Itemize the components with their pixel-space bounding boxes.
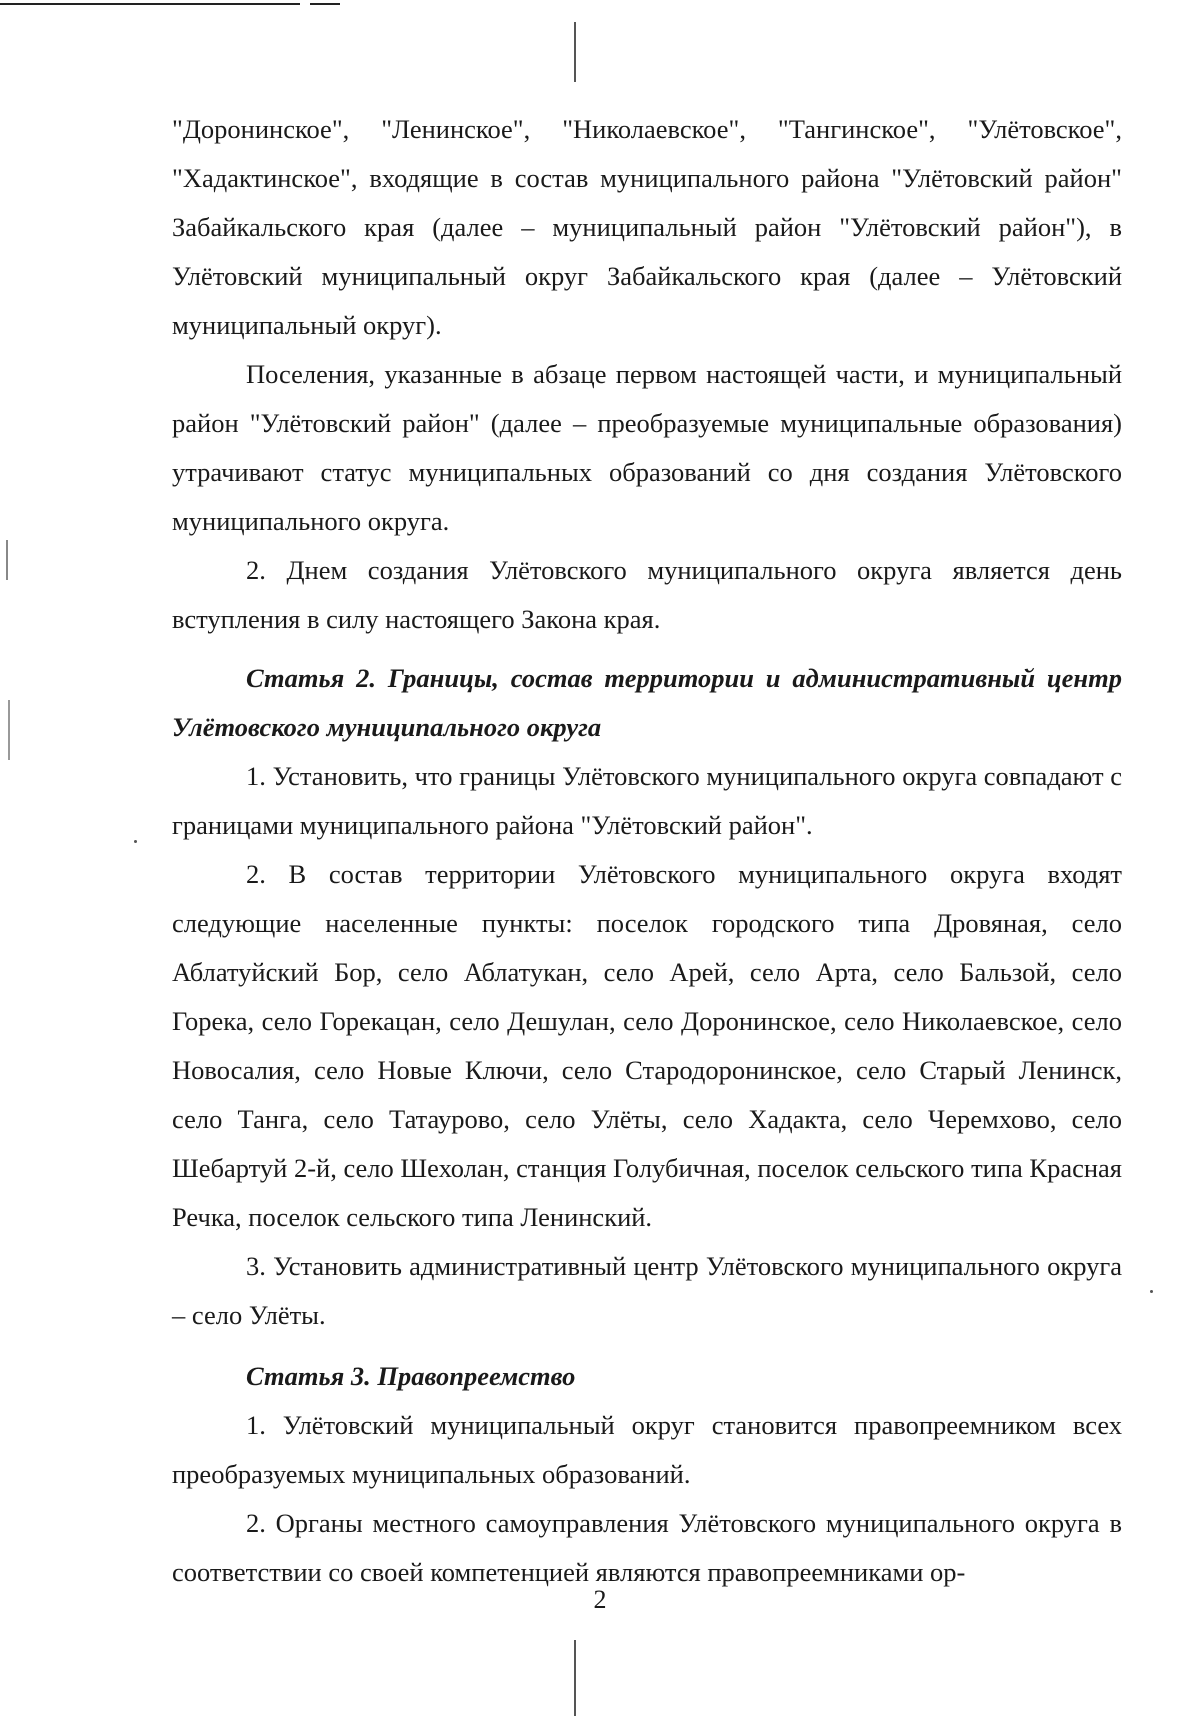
document-body [172,105,1122,1597]
scan-edge-line [310,3,340,5]
article-heading: Статья 3. Правопреемство [246,1361,576,1391]
paragraph: 2. В состав территории Улётовского муниципального округа входят следующие населенные пункты: поселок городского типа Дровяная, село Аблатуйский Бор, село Аблатукан, село Арей, село Арта, село Бальзой, село Горека, село Горекацан, село Дешулан, село Доронинское, село Николаевское, село Новосалия, село Новые Ключи, село Стародоронинское, село Старый Ленинск, село Танга, село Татаурово, село Улёты, село Хадакта, село Черемхово, село Шебартуй 2-й, село Шехолан, станция Голубичная, поселок сельского типа Красная Речка, поселок сельского типа Ленинский. [172,859,1122,1232]
page-number: 2 [593,1585,607,1614]
paragraph: 1. Установить, что границы Улётовского муниципального округа совпадают с границами муниципального района "Улётовский район". [172,761,1122,840]
paragraph: 2. Днем создания Улётовского муниципального округа является день вступления в силу настоящего Закона края. [172,555,1122,634]
scan-artifact [6,540,8,580]
scan-artifact [134,840,137,843]
scan-artifact [8,700,10,760]
paragraph: Поселения, указанные в абзаце первом настоящей части, и муниципальный район "Улётовский район" (далее – преобразуемые муниципальные образования) утрачивают статус муниципальных образований со дня создания Улётовского муниципального округа. [172,359,1122,536]
article-heading: Статья 2. Границы, состав территории и административный центр Улётовского муниципального округа [172,663,1122,742]
paragraph: 3. Установить административный центр Улётовского муниципального округа – село Улёты. [172,1251,1122,1330]
paragraph: 2. Органы местного самоуправления Улётовского муниципального округа в соответствии со своей компетенцией являются правопреемниками ор- [172,1508,1122,1587]
paragraph: 1. Улётовский муниципальный округ становится правопреемником всех преобразуемых муниципальных образований. [172,1410,1122,1489]
paragraph-continuation: "Доронинское", "Ленинское", "Николаевское", "Тангинское", "Улётовское", "Хадактинское", входящие в состав муниципального района "Улётовский район" Забайкальского края (далее – муниципальный район "Улётовский район"), в Улётовский муниципальный округ Забайкальского края (далее – Улётовский муниципальный округ). [172,114,1122,340]
fold-mark [574,1640,576,1716]
scan-edge-line [0,3,300,5]
fold-mark [574,22,576,82]
scan-artifact [1150,1290,1153,1293]
